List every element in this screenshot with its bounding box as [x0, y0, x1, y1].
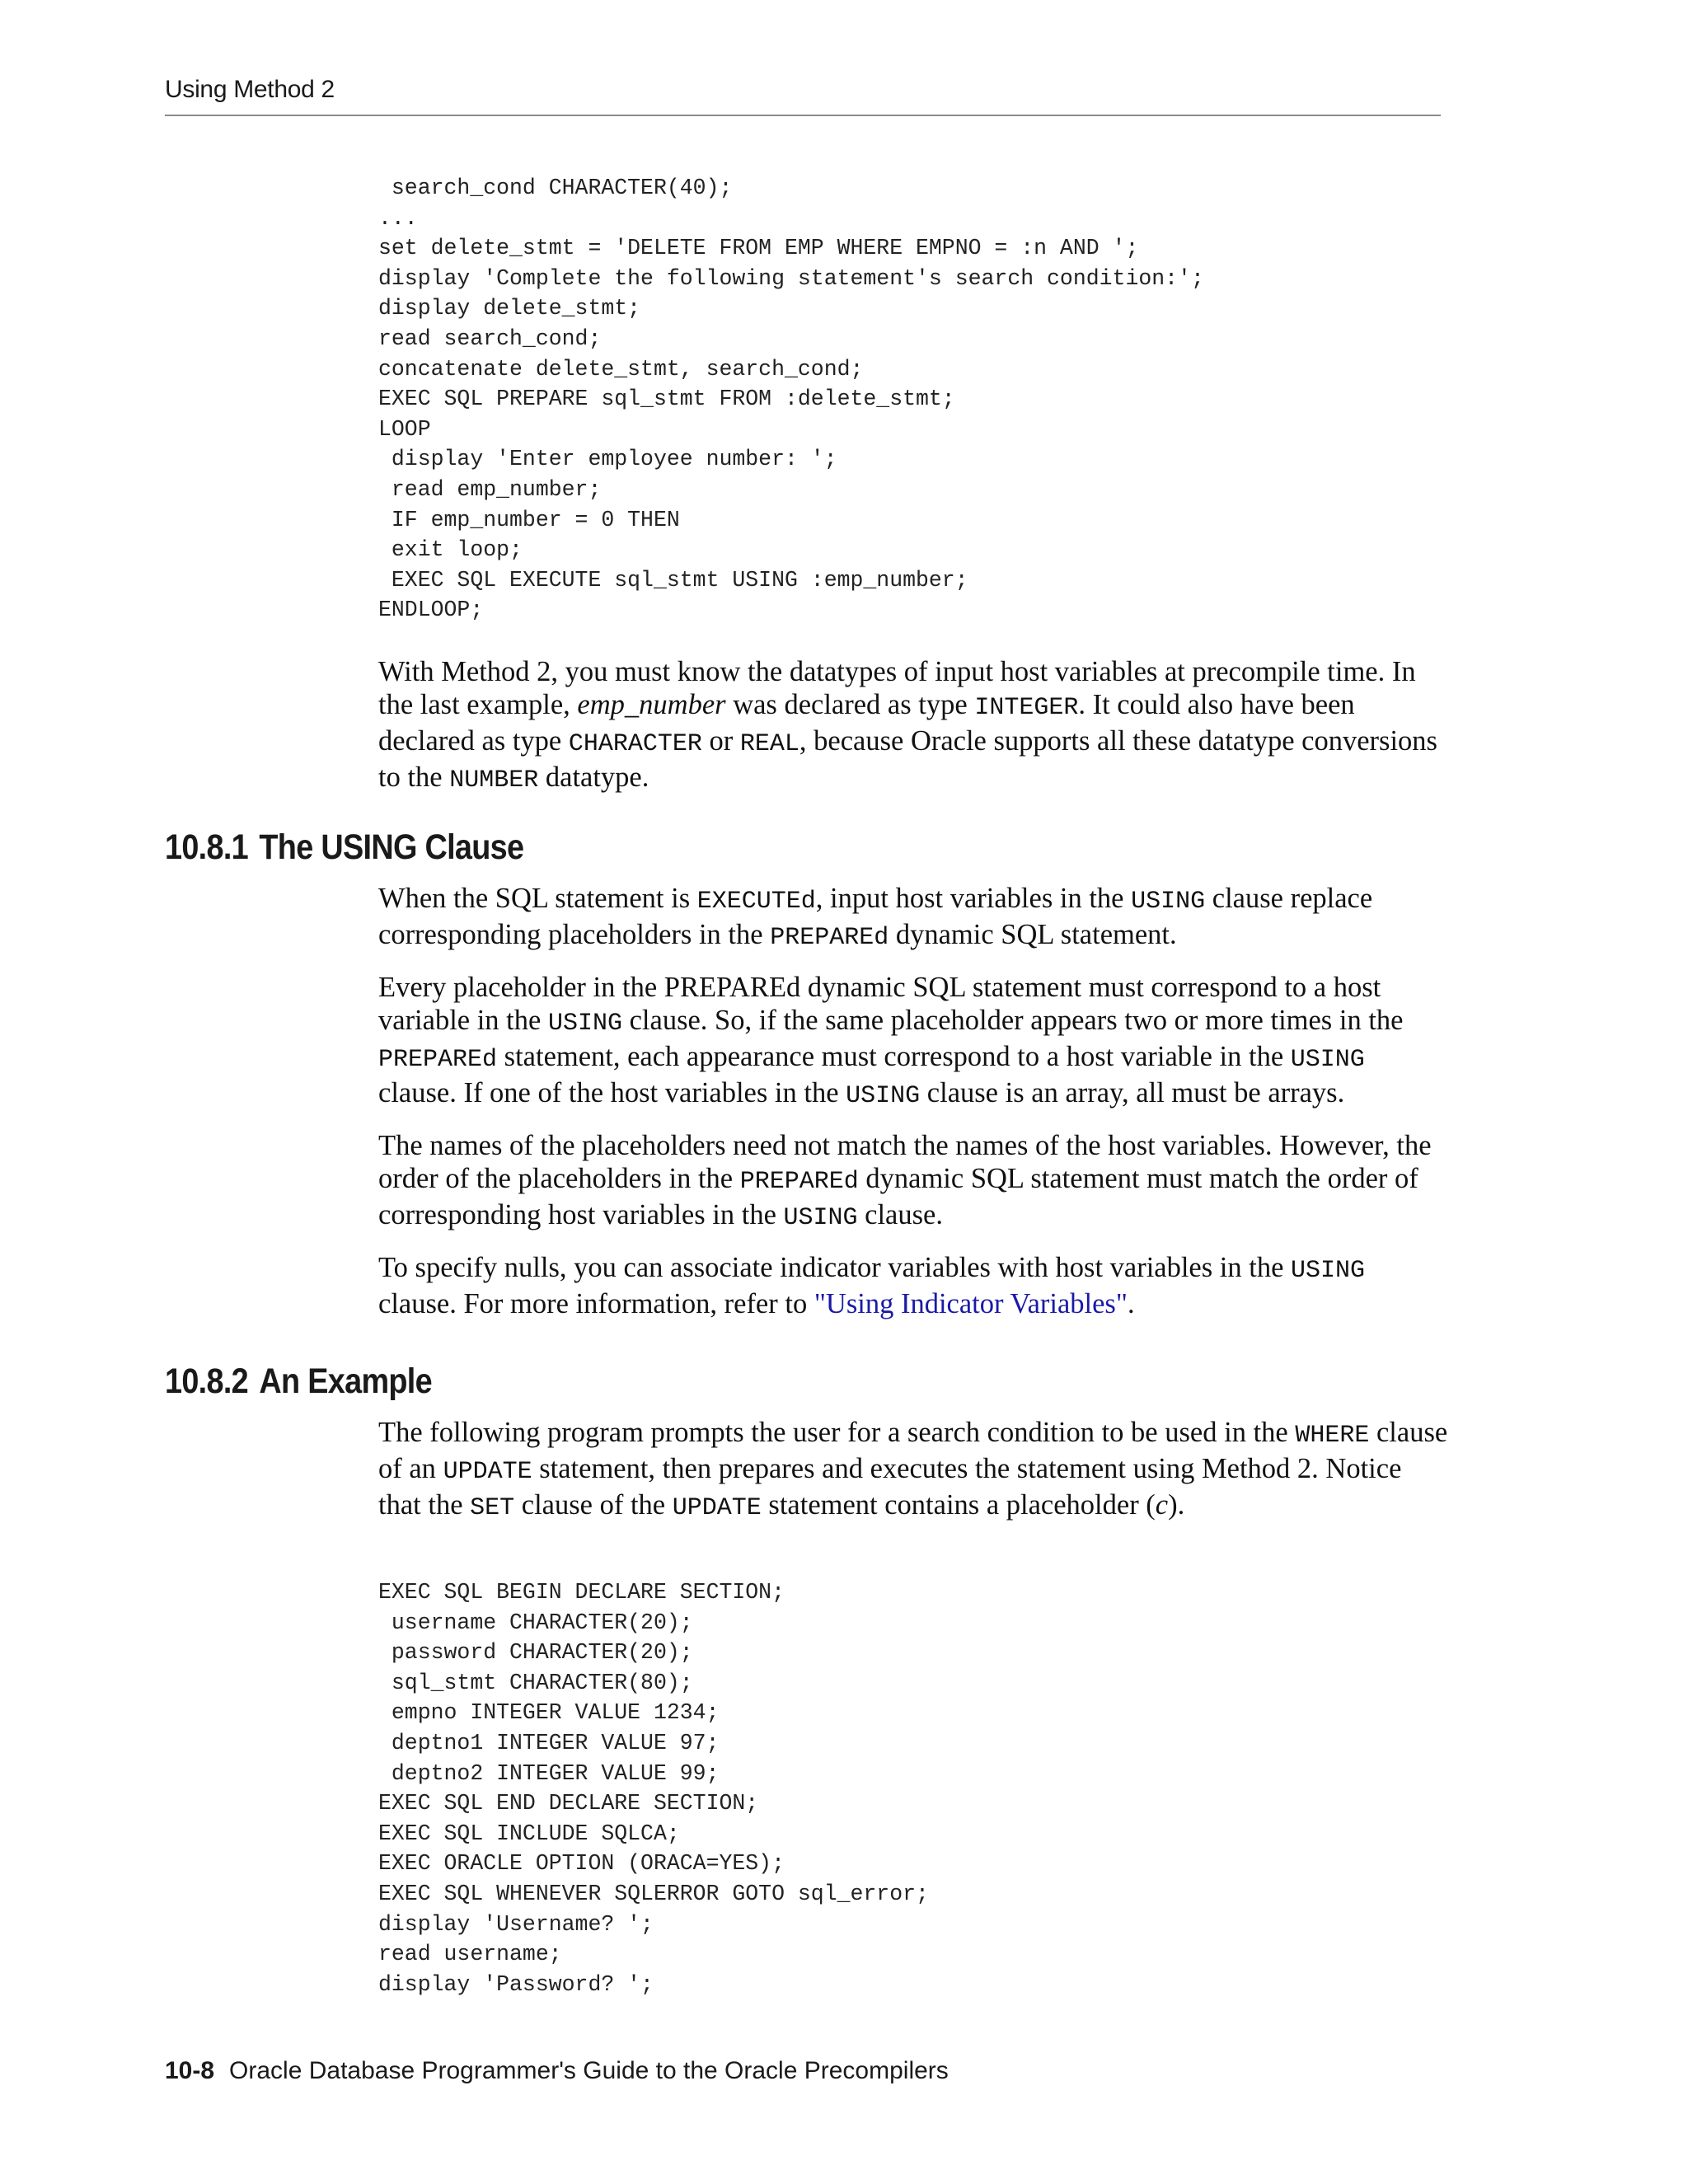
- code-block-2: [378, 1577, 1450, 1999]
- code-block-1-text: search_cond CHARACTER(40); ... set delete_stmt = 'DELETE FROM EMP WHERE EMPNO = :n AND '; display 'Complete the following statement's search condition:'; display delete_stmt; read search_cond; concatenate delete_stmt, search_cond; EXEC SQL PREPARE sql_stmt FROM :delete_stmt; LOOP display 'Enter employee number: '; read emp_number; IF emp_number = 0 THEN exit loop; EXEC SQL EXECUTE sql_stmt USING :emp_number; ENDLOOP;: [378, 176, 1204, 623]
- page-number: 10-8: [165, 2057, 215, 2084]
- code-block-2-text: EXEC SQL BEGIN DECLARE SECTION; username CHARACTER(20); password CHARACTER(20); sql_stmt CHARACTER(80); empno INTEGER VALUE 1234; deptno1 INTEGER VALUE 97; deptno2 INTEGER VALUE 99; EXEC SQL END DECLARE SECTION; EXEC SQL INCLUDE SQLCA; EXEC ORACLE OPTION (ORACA=YES); EXEC SQL WHENEVER SQLERROR GOTO sql_error; display 'Username? '; read username; display 'Password? ';: [378, 1580, 929, 1997]
- paragraph-example-intro: The following program prompts the user for a search condition to be used in the WHERE clause of an UPDATE statement, then prepares and executes the statement using Method 2. Notice that the SET clause of the UPDATE statement contains a placeholder (c).: [378, 1417, 1448, 1522]
- page-footer: [165, 2057, 949, 2085]
- paragraph-using-replaces: When the SQL statement is EXECUTEd, input host variables in the USING clause replace corresponding placeholders in the PREPAREd dynamic SQL statement.: [378, 883, 1373, 952]
- section-2-body: [378, 1416, 1450, 1525]
- book-title: Oracle Database Programmer's Guide to the Oracle Precompilers: [229, 2057, 949, 2084]
- section-heading-using-clause: [165, 827, 523, 868]
- section-number: 10.8.2: [165, 1361, 248, 1401]
- link-using-indicator-variables[interactable]: "Using Indicator Variables": [814, 1288, 1128, 1319]
- section-title: The USING Clause: [259, 827, 524, 867]
- section-number: 10.8.1: [165, 827, 248, 867]
- paragraph-nulls: To specify nulls, you can associate indicator variables with host variables in the USING clause. For more information, refer to "Using Indicator Variables".: [378, 1252, 1366, 1319]
- section-heading-an-example: [165, 1361, 432, 1402]
- header-rule: [165, 115, 1441, 116]
- emp-number-term: emp_number: [577, 689, 726, 720]
- paragraph-placeholder-names: The names of the placeholders need not match the names of the host variables. However, the order of the placeholders in the PREPAREd dynamic SQL statement must match the order of corresponding host variables in the USING clause.: [378, 1130, 1432, 1232]
- paragraph-placeholder-correspond: Every placeholder in the PREPAREd dynamic SQL statement must correspond to a host variable in the USING clause. So, if the same placeholder appears two or more times in the PREPAREd statement, each appearance must correspond to a host variable in the USING clause. If one of the host variables in the USING clause is an array, all must be arrays.: [378, 972, 1404, 1110]
- code-block-1: [378, 173, 1450, 626]
- paragraph-method2-datatypes: With Method 2, you must know the datatypes of input host variables at precompile time. In the last example, emp_number was declared as type INTEGER. It could also have been declared as type CHARACTER or REAL, because Oracle supports all these datatype conversions to the NUMBER datatype.: [378, 656, 1437, 794]
- section-title: An Example: [259, 1361, 432, 1401]
- running-header: Using Method 2: [165, 76, 335, 103]
- section-1-body: [378, 882, 1450, 1320]
